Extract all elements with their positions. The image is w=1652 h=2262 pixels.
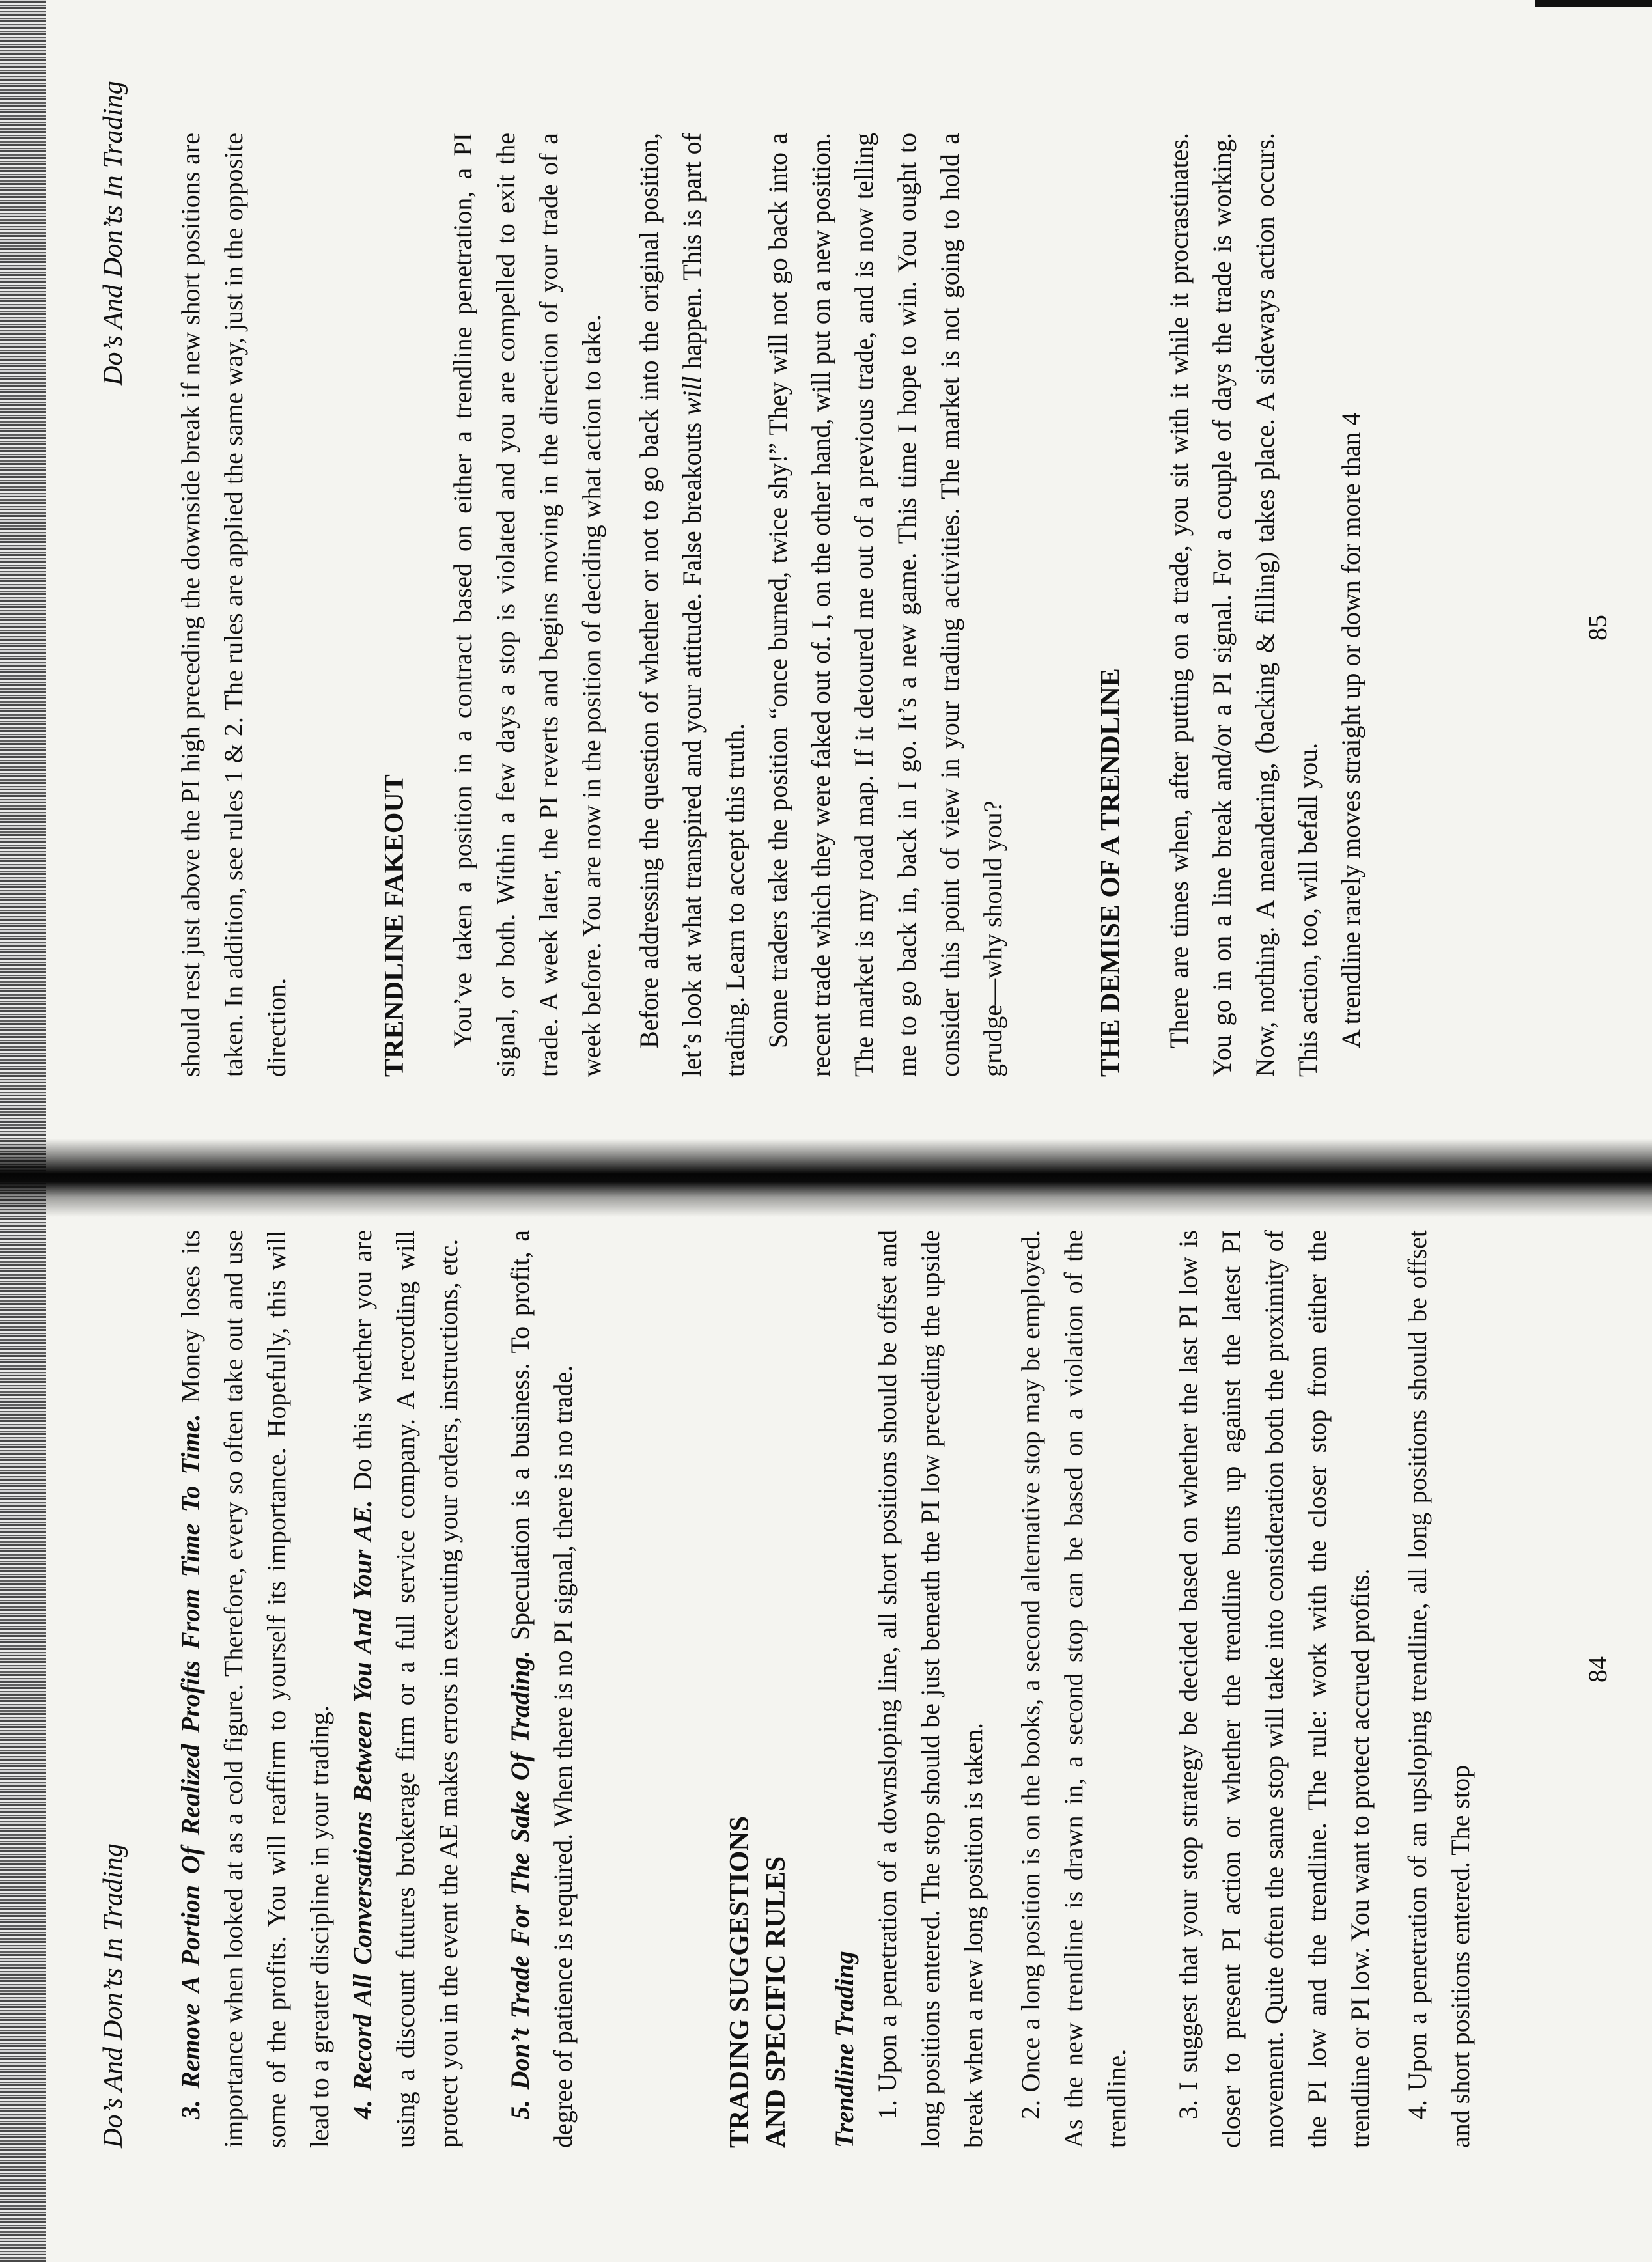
continued-paragraph: should rest just above the PI high preceding the downside break if new short positions are taken. In addition, see rules 1 & 2. The rules are applied the same way, just in the opposite direction. (176, 133, 291, 1077)
left-page (72, 1220, 1612, 2236)
section-heading-line-1: TRADING SUGGESTIONS (725, 1816, 755, 2148)
book-gutter-shadow (0, 1139, 1652, 1217)
rule-3-paragraph (169, 1230, 341, 2148)
scan-corner-mark (1535, 0, 1652, 7)
demise-paragraph-2: A trendline rarely moves straight up or down for more than 4 (1336, 412, 1365, 1048)
page-number-84: 84 (1583, 1656, 1612, 1683)
rule-3-title: Remove A Portion Of Realized Profits From Time To Time. (176, 1414, 205, 2089)
fakeout-paragraph-1: You’ve taken a position in a contract based on either a trendline penetration, a PI signal, or both. Within a few days a stop is violated and you are compelled to exit the trade. A week later, the PI reverts and begins moving in the direction of your trade of a week before. You are now in the position of deciding what action to take. (448, 133, 606, 1077)
trendline-rule-4: 4. Upon a penetration of an upsloping trendline, all long positions should be offset and short positions entered. The stop (1403, 1230, 1475, 2148)
section-heading-line-2: AND SPECIFIC RULES (761, 1856, 791, 2148)
right-page (72, 68, 1612, 1136)
right-page-body (169, 133, 1373, 1077)
fakeout-paragraph-2-end: happen. This is part of trading. Learn to accept this truth. (677, 132, 749, 1077)
rule-3-number: 3. (176, 2100, 205, 2119)
rule-5-text: Speculation is a business. To profit, a degree of patience is required. When there is no PI signal, there is no trade. (505, 1230, 578, 2148)
heading-demise-of-trendline: THE DEMISE OF A TRENDLINE (1096, 668, 1126, 1077)
rule-4-paragraph (341, 1230, 470, 2148)
heading-trendline-fakeout: TRENDLINE FAKEOUT (380, 774, 410, 1077)
demise-paragraph-1: There are times when, after putting on a trade, you sit with it while it procrastinates. You go in on a line break and/or a PI signal. For a couple of days the trade is working. Now, nothing. A meandering, (backing & filling) takes place. A sideways action occurs. This action, too, will befall you. (1164, 133, 1323, 1077)
trendline-rule-1: 1. Upon a penetration of a downsloping line, all short positions should be offset and long positions entered. The stop should be just beneath the PI low preceding the upside break when a new long position is taken. (873, 1230, 988, 2148)
trendline-rule-2: 2. Once a long position is on the books, a second alternative stop may be employed. As the new trendline is drawn in, a second stop can be based on a violation of the trendline. (1016, 1230, 1131, 2148)
left-page-body (169, 1230, 1482, 2148)
rule-5-number: 5. (505, 2100, 535, 2119)
trendline-trading-subheading: Trendline Trading (830, 1951, 859, 2148)
running-head-left: Do’s And Don’ts In Trading (98, 1843, 128, 2148)
fakeout-paragraph-2-start: Before addressing the question of whether or not to go back into the original position, let’s look at what transpired and your attitude. False breakouts (634, 133, 707, 1077)
rule-5-paragraph (499, 1230, 585, 2148)
page-number-85: 85 (1583, 615, 1612, 641)
fakeout-paragraph-2 (628, 133, 757, 1077)
trendline-rule-3: 3. I suggest that your stop strategy be decided based on whether the last PI low is closer to present PI action or whether the trendline butts up against the latest PI movement. Quite often the same stop will take into consideration both the proximity of the PI low and the trendline. The rule: work with the closer stop from either the trendline or PI low. You want to protect accrued profits. (1173, 1230, 1375, 2148)
rule-4-text: Do this whether you are using a discount futures brokerage firm or a full service company. A recording will protect you in the event the AE makes errors in executing your orders, instructions, etc. (348, 1229, 463, 2148)
rule-4-title: Record All Conversations Between You And Your AE. (348, 1500, 377, 2091)
rule-5-title: Don’t Trade For The Sake Of Trading. (505, 1650, 535, 2090)
rule-3-text: Money loses its importance when looked at as a cold figure. Therefore, every so often take out and use some of the profits. You will reaffirm to yourself its importance. Hopefully, this will lead to a greater discipline in your trading. (176, 1229, 334, 2148)
running-head-right: Do’s And Don’ts In Trading (98, 81, 128, 386)
fakeout-emphasis-will: will (677, 376, 707, 415)
rule-4-number: 4. (348, 2100, 377, 2119)
fakeout-paragraph-3: Some traders take the position “once burned, twice shy!” They will not go back into a recent trade which they were faked out of. I, on the other hand, will put on a new position. The market is my road map. If it detoured me out of a previous trade, and is now telling me to go back in, back in I go. It’s a new game. This time I hope to win. You ought to consider this point of view in your trading activities. The market is not going to hold a grudge—why should you? (763, 133, 1007, 1077)
scanner-edge-strip (0, 0, 46, 2262)
